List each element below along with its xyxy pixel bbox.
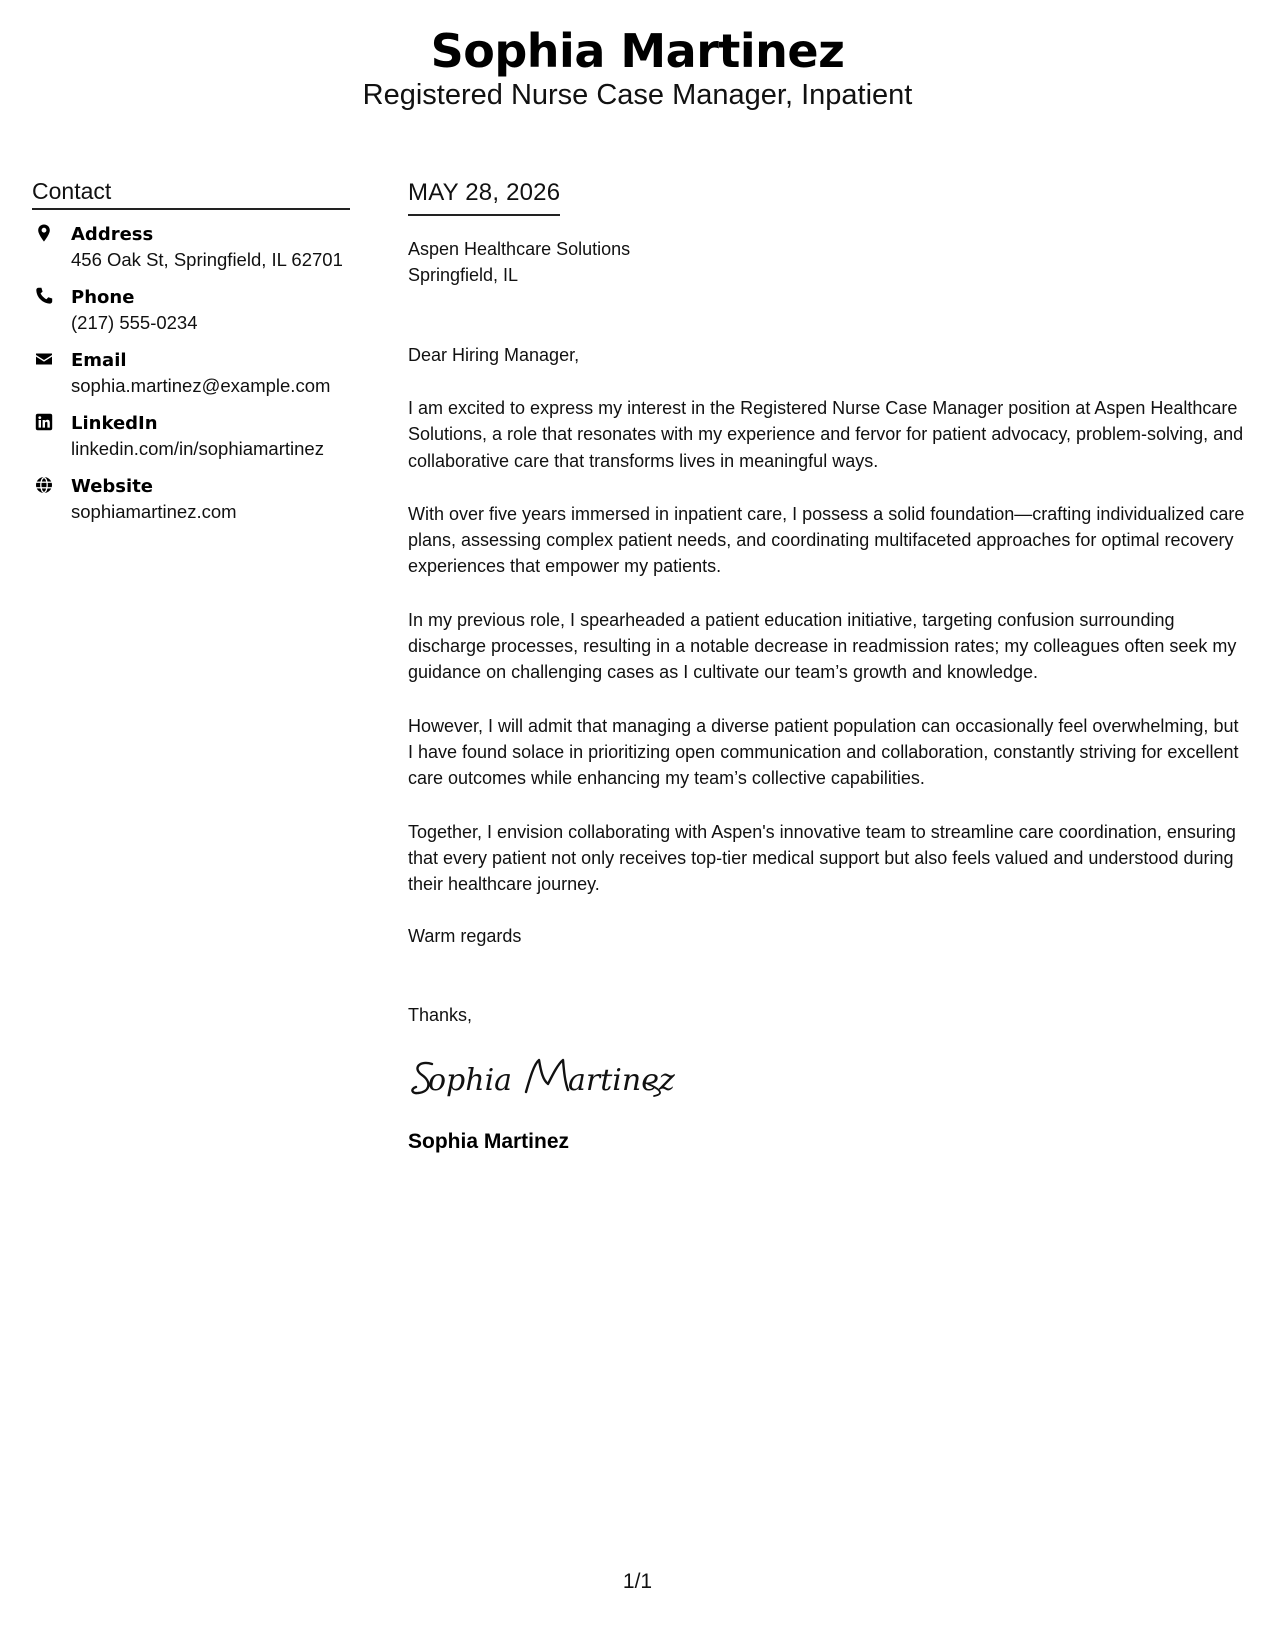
- contact-label: Email: [71, 350, 127, 371]
- applicant-name: Sophia Martinez: [430, 24, 845, 78]
- contact-list: [32, 222, 350, 524]
- letter-body: [408, 178, 1248, 1156]
- contact-label: LinkedIn: [71, 413, 158, 434]
- letter-paragraph: With over five years immersed in inpatient care, I possess a solid foundation—crafting individualized care plans, assessing complex patient needs, and coordinating multifaceted approaches for optimal recovery experiences that empower my patients.: [408, 503, 1245, 577]
- letter-paragraph: Together, I envision collaborating with Aspen's innovative team to streamline care coordination, ensuring that every patient not only receives top-tier medical support but also feels valued and understood during their healthcare journey.: [408, 821, 1236, 895]
- svg-text:ophia: ophia: [428, 1063, 513, 1099]
- contact-label: Phone: [71, 287, 135, 308]
- letter-paragraph: I am excited to express my interest in the Registered Nurse Case Manager position at Aspen Healthcare Solutions, a role that resonates with my experience and fervor for patient advocacy, problem-solving, and collaborative care that transforms lives in meaningful ways.: [408, 398, 1244, 471]
- map-pin-icon: [35, 224, 53, 242]
- handwritten-signature: [408, 1048, 678, 1112]
- signer-name: Sophia Martinez: [408, 1130, 570, 1154]
- email-value[interactable]: sophia.martinez@example.com: [71, 375, 331, 396]
- contact-item-email: [32, 348, 350, 398]
- letter-paragraph: However, I will admit that managing a diverse patient population can occasionally feel overwhelming, but I have found solace in prioritizing open communication and collaboration, constantly striving for excellent care outcomes while enhancing my team’s collective capabilities.: [408, 715, 1239, 789]
- contact-item-linkedin: [32, 411, 350, 461]
- letter-date: MAY 28, 2026: [408, 179, 561, 206]
- phone-value: (217) 555-0234: [71, 312, 198, 333]
- contact-item-phone: [32, 285, 350, 335]
- page-number: 1/1: [622, 1570, 653, 1593]
- recipient-location: Springfield, IL: [408, 265, 519, 285]
- closing: Warm regards: [408, 926, 522, 947]
- resume-header: [0, 22, 1275, 112]
- linkedin-icon: [35, 413, 53, 431]
- phone-icon: [35, 287, 53, 305]
- contact-item-website: [32, 474, 350, 524]
- contact-sidebar: [32, 176, 350, 537]
- envelope-icon: [35, 350, 53, 368]
- contact-item-address: [32, 222, 350, 272]
- date-block: [408, 178, 560, 216]
- contact-heading: Contact: [32, 176, 350, 210]
- salutation: Dear Hiring Manager,: [408, 345, 580, 365]
- website-value[interactable]: sophiamartinez.com: [71, 501, 237, 522]
- contact-label: Website: [71, 476, 154, 497]
- thanks: Thanks,: [408, 1005, 473, 1026]
- globe-icon: [35, 476, 53, 494]
- contact-label: Address: [71, 224, 154, 245]
- svg-text:artinez: artinez: [568, 1063, 675, 1099]
- applicant-title: Registered Nurse Case Manager, Inpatient: [362, 79, 913, 111]
- recipient-company: Aspen Healthcare Solutions: [408, 239, 631, 259]
- address-value: 456 Oak St, Springfield, IL 62701: [71, 249, 343, 270]
- recipient-block: [408, 236, 1248, 288]
- letter-paragraph: In my previous role, I spearheaded a patient education initiative, targeting confusion surrounding discharge processes, resulting in a notable decrease in readmission rates; my colleagues often seek my guidance on challenging cases as I cultivate our team’s growth and knowledge.: [408, 609, 1237, 683]
- linkedin-value[interactable]: linkedin.com/in/sophiamartinez: [71, 438, 324, 459]
